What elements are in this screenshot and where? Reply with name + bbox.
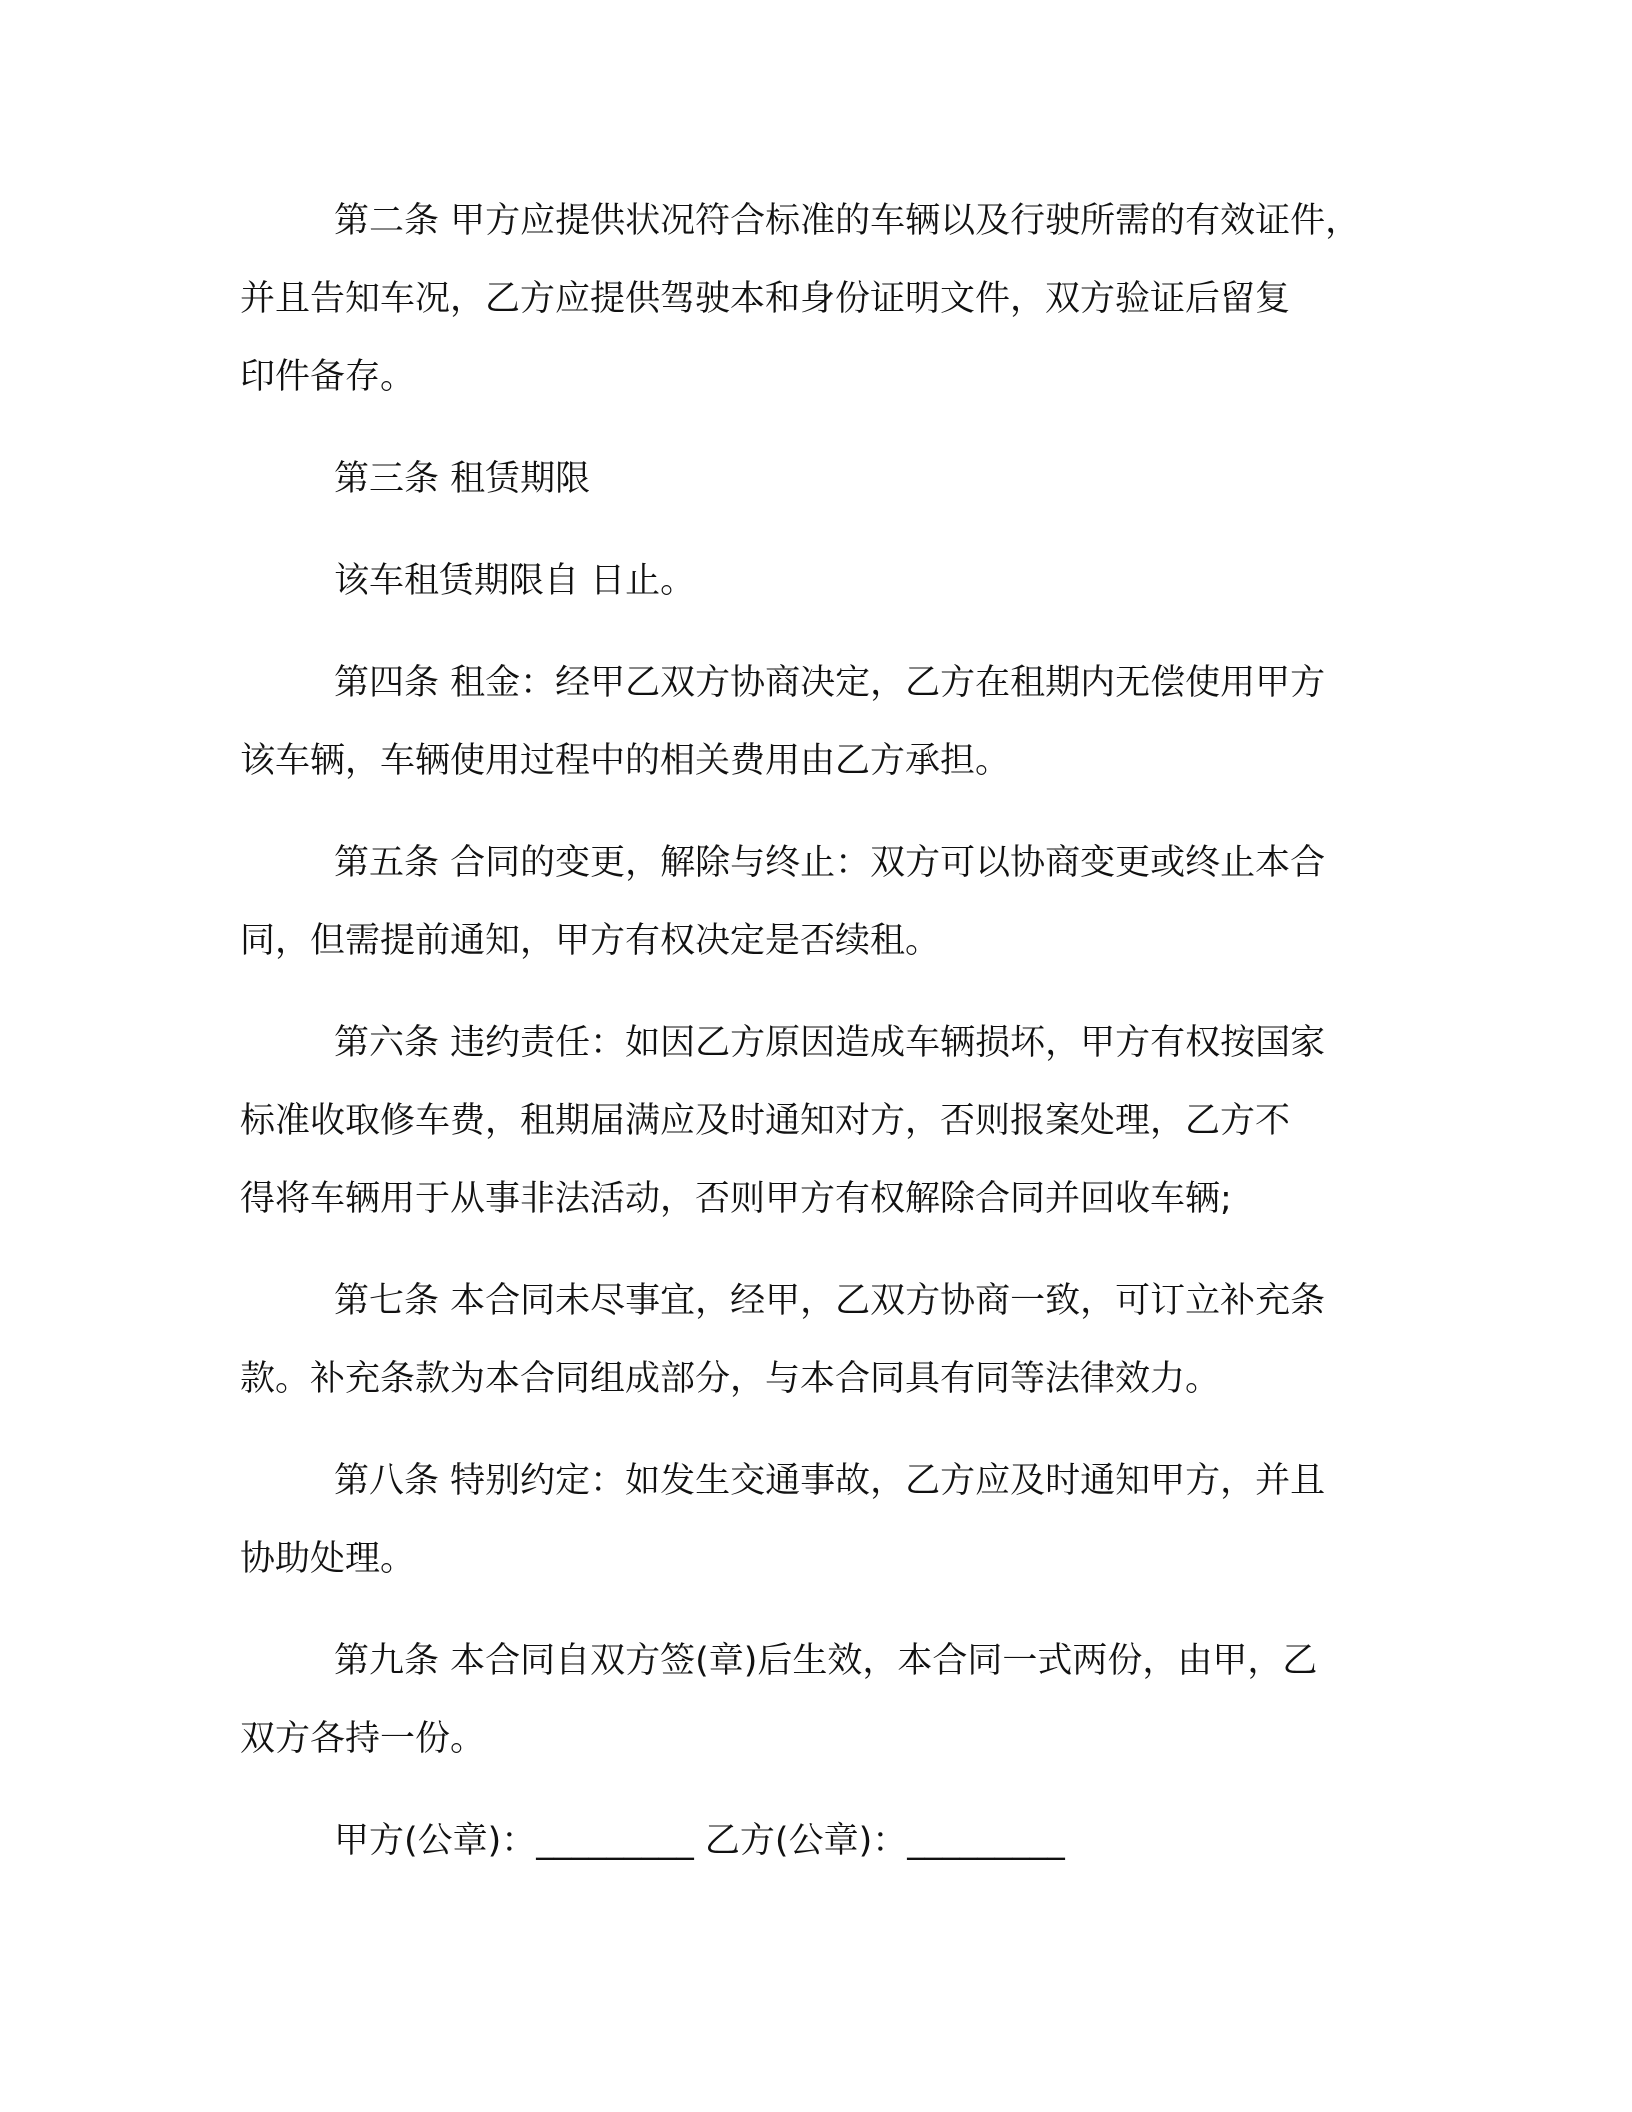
- text-line: 款。补充条款为本合同组成部分，与本合同具有同等法律效力。: [240, 1359, 1221, 1399]
- text-line: 第三条 租赁期限: [334, 459, 591, 499]
- article-2: [240, 182, 1410, 416]
- article-8: [240, 1442, 1410, 1598]
- text-line: 得将车辆用于从事非法活动，否则甲方有权解除合同并回收车辆;: [240, 1179, 1232, 1219]
- lease-period: [240, 542, 1410, 620]
- article-7: [240, 1262, 1410, 1418]
- text-line: 并且告知车况，乙方应提供驾驶本和身份证明文件，双方验证后留复: [240, 279, 1291, 319]
- text-line: 双方各持一份。: [240, 1719, 486, 1759]
- article-3-heading: [240, 440, 1410, 518]
- text-line: 第二条 甲方应提供状况符合标准的车辆以及行驶所需的有效证件，: [334, 201, 1361, 241]
- text-line: 第九条 本合同自双方签(章)后生效，本合同一式两份，由甲，乙: [334, 1641, 1318, 1681]
- text-line: 该车租赁期限自 日止。: [334, 561, 696, 601]
- text-line: 印件备存。: [240, 357, 416, 397]
- text-line: 第八条 特别约定：如发生交通事故，乙方应及时通知甲方，并且: [334, 1461, 1326, 1501]
- article-5: [240, 824, 1410, 980]
- article-6: [240, 1004, 1410, 1238]
- document-body: [240, 182, 1410, 1880]
- text-line: 标准收取修车费，租期届满应及时通知对方，否则报案处理，乙方不: [240, 1101, 1291, 1141]
- text-line: 第五条 合同的变更，解除与终止：双方可以协商变更或终止本合: [334, 843, 1326, 883]
- text-line: 协助处理。: [240, 1539, 416, 1579]
- signature-line: 甲方(公章)：_________ 乙方(公章)：_________: [334, 1821, 1065, 1861]
- text-line: 该车辆，车辆使用过程中的相关费用由乙方承担。: [240, 741, 1011, 781]
- text-line: 第六条 违约责任：如因乙方原因造成车辆损坏，甲方有权按国家: [334, 1023, 1326, 1063]
- article-9: [240, 1622, 1410, 1778]
- text-line: 第七条 本合同未尽事宜，经甲，乙双方协商一致，可订立补充条: [334, 1281, 1326, 1321]
- text-line: 第四条 租金：经甲乙双方协商决定，乙方在租期内无偿使用甲方: [334, 663, 1326, 703]
- article-4: [240, 644, 1410, 800]
- text-line: 同，但需提前通知，甲方有权决定是否续租。: [240, 921, 941, 961]
